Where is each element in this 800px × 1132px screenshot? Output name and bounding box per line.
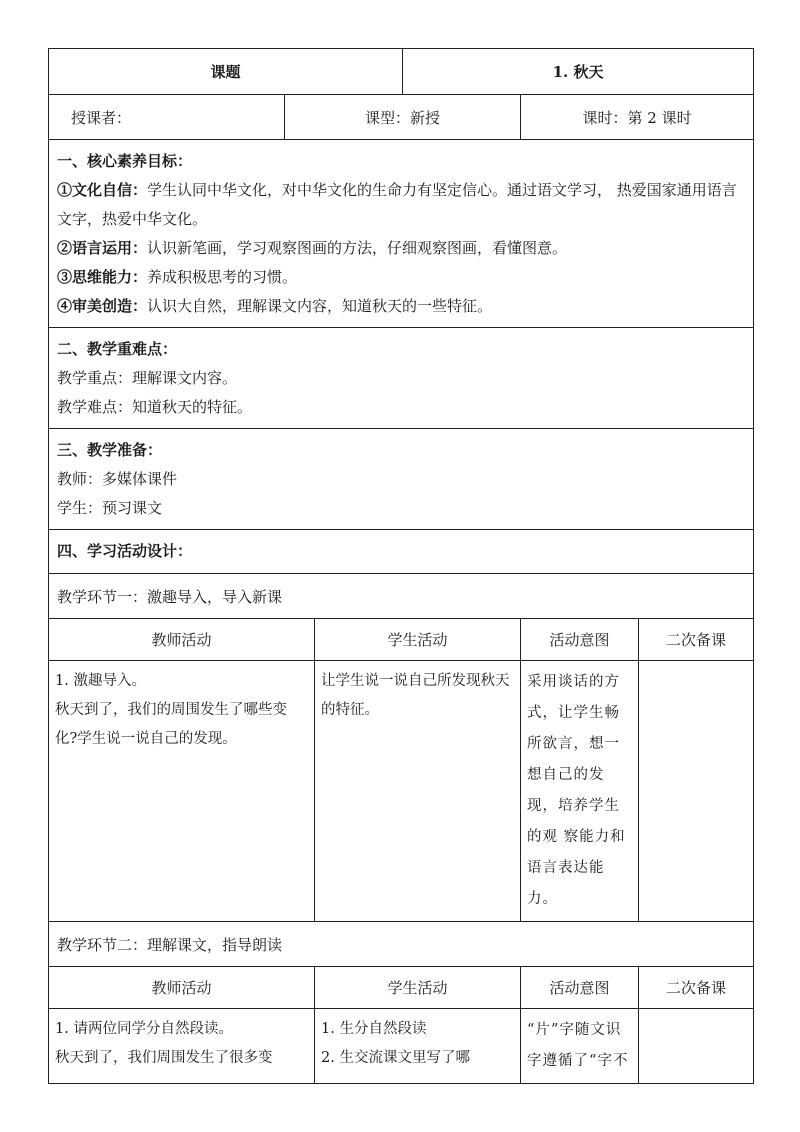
goal-item: ①文化自信：学生认同中华文化，对中华文化的生命力有坚定信心。通过语文学习， 热爱国家通用语言文字，热爱中华文化。 <box>57 181 737 228</box>
lesson-period: 课时：第 2 课时 <box>521 95 754 140</box>
topic-value: 1. 秋天 <box>403 49 754 95</box>
stage1-second-cell <box>639 661 754 922</box>
keypoint-focus: 教学重点：理解课文内容。 <box>57 369 238 387</box>
goal-item: ②语言运用：认识新笔画，学习观察图画的方法，仔细观察图画，看懂图意。 <box>57 239 568 257</box>
stage1-intent-cell: 采用谈话的方式，让学生畅所欲言，想一想自己的发现，培养学生的观 察能力和语言表达能力。 <box>521 661 639 922</box>
lesson-type: 课型：新授 <box>285 95 521 140</box>
keypoints-title: 二、教学重难点： <box>57 340 178 358</box>
col-teacher-activity: 教师活动 <box>49 619 315 661</box>
stage2-second-cell <box>639 1009 754 1084</box>
stage1-student-cell: 让学生说一说自己所发现秋天的特征。 <box>315 661 521 922</box>
stage1-title: 教学环节一：激趣导入，导入新课 <box>49 574 754 619</box>
goal-item: ④审美创造：认识大自然，理解课文内容，知道秋天的一些特征。 <box>57 297 493 315</box>
lesson-plan <box>48 48 753 1084</box>
prep-section <box>49 429 754 530</box>
col-student-activity: 学生活动 <box>315 967 521 1009</box>
stage2-title: 教学环节二：理解课文，指导朗读 <box>49 922 754 967</box>
stage2-teacher-cell: 1. 请两位同学分自然段读。 秋天到了，我们周围发生了很多变 <box>49 1009 315 1084</box>
col-activity-intent: 活动意图 <box>521 619 639 661</box>
teacher-field: 授课者： <box>49 95 285 140</box>
col-activity-intent: 活动意图 <box>521 967 639 1009</box>
col-second-prep: 二次备课 <box>639 967 754 1009</box>
col-student-activity: 学生活动 <box>315 619 521 661</box>
keypoint-difficulty: 教学难点：知道秋天的特征。 <box>57 398 253 416</box>
goals-section <box>49 140 754 328</box>
prep-student: 学生：预习课文 <box>57 499 163 517</box>
prep-title: 三、教学准备： <box>57 441 163 459</box>
goals-title: 一、核心素养目标： <box>57 152 193 170</box>
stage1-teacher-cell: 1. 激趣导入。 秋天到了，我们的周围发生了哪些变化?学生说一说自己的发现。 <box>49 661 315 922</box>
keypoints-section <box>49 328 754 429</box>
stage2-student-cell: 1. 生分自然段读 2. 生交流课文里写了哪 <box>315 1009 521 1084</box>
design-title: 四、学习活动设计： <box>57 542 193 560</box>
lesson-plan-table <box>48 48 754 1084</box>
prep-teacher: 教师：多媒体课件 <box>57 470 178 488</box>
col-second-prep: 二次备课 <box>639 619 754 661</box>
col-teacher-activity: 教师活动 <box>49 967 315 1009</box>
topic-label: 课题 <box>49 49 403 95</box>
stage2-intent-cell: “片”字随文识字遵循了“字不 <box>521 1009 639 1084</box>
design-section <box>49 530 754 574</box>
goal-item: ③思维能力：养成积极思考的习惯。 <box>57 268 298 286</box>
